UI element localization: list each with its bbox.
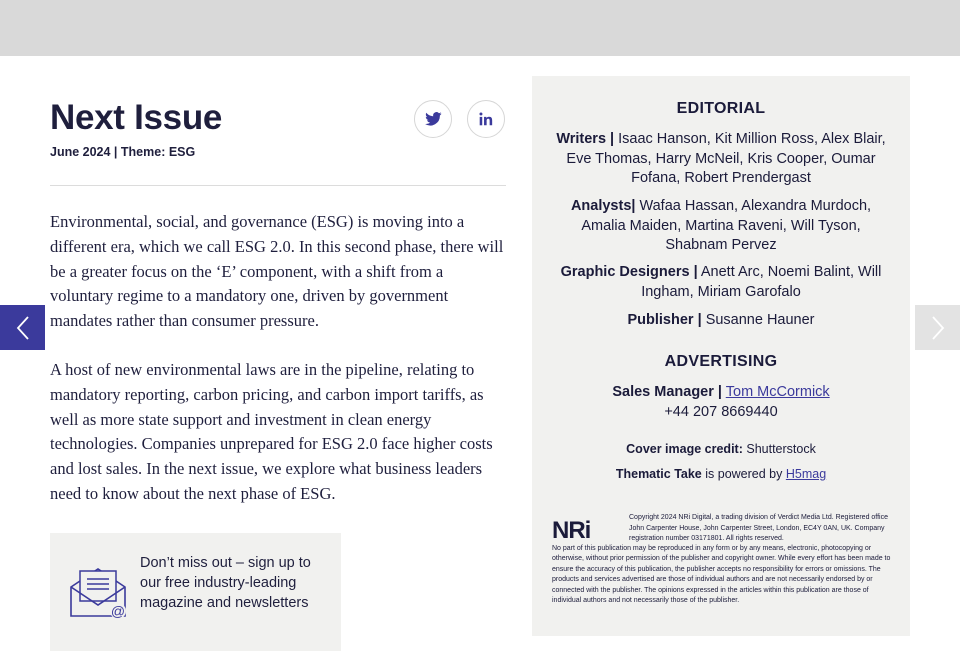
page-title: Next Issue	[50, 98, 223, 137]
svg-text:@: @	[110, 603, 126, 619]
chevron-right-icon	[930, 315, 946, 341]
previous-page-button[interactable]	[0, 305, 45, 350]
thematic-credit	[552, 465, 890, 485]
designers-credit	[552, 263, 890, 302]
issue-subtitle: June 2024 | Theme: ESG	[50, 145, 196, 159]
envelope-at-icon	[69, 563, 127, 621]
signup-text: Don’t miss out – sign up to our free industry-leading magazine and newsletters	[140, 555, 311, 611]
top-bar	[0, 0, 960, 56]
article-paragraph: Environmental, social, and governance (ESG) is moving into a different era, which we call ESG 2.0. In this second phase, there will be a greater focus on the ‘E’ component, with a shift from a voluntary regime to a mandatory one, driven by government mandates rather than consumer pressure.	[50, 212, 504, 331]
designers-label: Graphic Designers |	[560, 264, 698, 280]
twitter-share-button[interactable]	[414, 100, 452, 138]
analysts-names: Wafaa Hassan, Alexandra Murdoch, Amalia Maiden, Martina Raveni, Will Tyson, Shabnam Pervez	[581, 198, 872, 254]
advertising-heading: ADVERTISING	[664, 353, 778, 370]
chevron-left-icon	[15, 315, 31, 341]
sales-manager-credit	[552, 383, 890, 403]
article-body	[50, 210, 506, 507]
disclaimer-text: No part of this publication may be reproduced in any form or by any means, electronic, photocopying or otherwise, without prior permission of the publisher and copyright owner. While every effort has been made to ensure the accuracy of this publication, the publisher accepts no responsibility for errors or omissions. The products and services advertised are those of individual authors and are not necessarily endorsed by or connected with the publisher. The opinions expressed in the articles within this publication are those of individual authors and not necessarily those of the publisher.	[552, 545, 891, 605]
sales-phone: +44 207 8669440	[664, 404, 778, 420]
thematic-label: Thematic Take	[615, 467, 702, 481]
writers-credit	[552, 130, 890, 189]
sales-manager-link[interactable]: Tom McCormick	[725, 384, 830, 400]
cover-credit-label: Cover image credit:	[626, 442, 743, 456]
publisher-credit	[552, 311, 890, 331]
writers-label: Writers |	[556, 131, 615, 147]
credits-panel	[532, 76, 910, 636]
publisher-label: Publisher |	[627, 312, 702, 328]
cover-credit-value: Shutterstock	[746, 442, 816, 456]
nri-logo: NRi	[552, 517, 591, 544]
article-paragraph: A host of new environmental laws are in the pipeline, relating to mandatory reporting, carbon pricing, and carbon import tariffs, as well as more state support and investment in clean energy technologies. Companies unprepared for ESG 2.0 face higher costs and lost sales. In the next issue, we explore what business leaders need to know about the next phase of ESG.	[50, 359, 493, 503]
publisher-name: Susanne Hauner	[705, 312, 815, 328]
analysts-label: Analysts|	[570, 198, 636, 214]
linkedin-icon	[479, 112, 493, 126]
cover-credit	[552, 440, 890, 460]
sales-manager-label: Sales Manager |	[612, 384, 722, 400]
h5mag-link[interactable]: H5mag	[785, 467, 827, 481]
thematic-text: is powered by	[705, 467, 783, 481]
title-divider	[50, 185, 506, 186]
copyright-text: Copyright 2024 NRi Digital, a trading division of Verdict Media Ltd. Registered office John Carpenter House, John Carpenter Street, London, EC4Y 0AN, UK. Company registration number 03171801. All rights reserved.	[629, 514, 889, 542]
designers-names: Anett Arc, Noemi Balint, Will Ingham, Miriam Garofalo	[641, 264, 882, 300]
next-page-button[interactable]	[915, 305, 960, 350]
editorial-heading: EDITORIAL	[676, 100, 766, 117]
analysts-credit	[552, 197, 890, 256]
writers-names: Isaac Hanson, Kit Million Ross, Alex Blair, Eve Thomas, Harry McNeil, Kris Cooper, Oumar Fofana, Robert Prendergast	[566, 131, 886, 187]
newsletter-signup-card[interactable]	[50, 533, 341, 651]
twitter-icon	[425, 112, 442, 126]
linkedin-share-button[interactable]	[467, 100, 505, 138]
